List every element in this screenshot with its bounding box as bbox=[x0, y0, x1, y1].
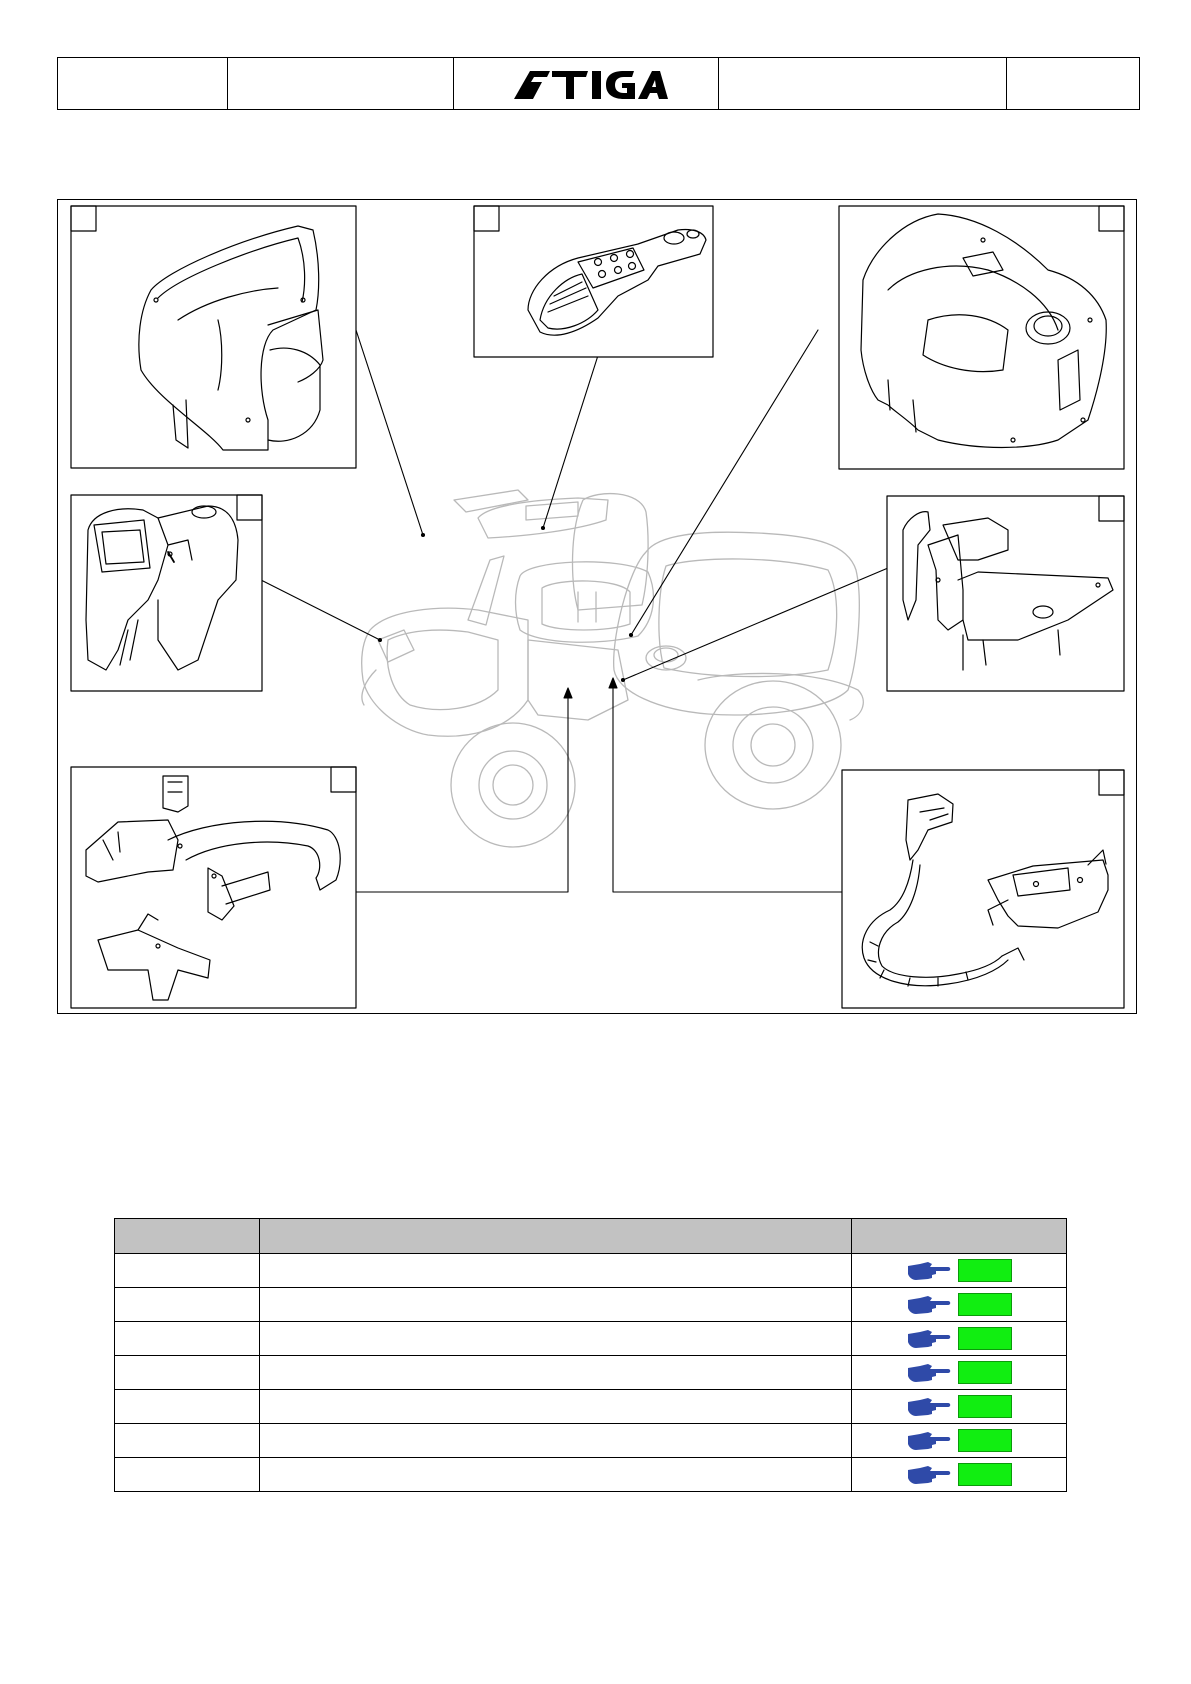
table-row bbox=[115, 1322, 1067, 1356]
row-code bbox=[115, 1458, 260, 1492]
stiga-logo-icon bbox=[500, 63, 672, 105]
row-description bbox=[260, 1424, 852, 1458]
pointing-hand-icon[interactable] bbox=[906, 1294, 952, 1316]
go-link-button[interactable] bbox=[958, 1327, 1012, 1350]
row-description bbox=[260, 1288, 852, 1322]
row-link-cell[interactable] bbox=[852, 1288, 1067, 1322]
row-description bbox=[260, 1322, 852, 1356]
row-link-cell[interactable] bbox=[852, 1356, 1067, 1390]
panel-top-left bbox=[71, 206, 356, 468]
go-link-button[interactable] bbox=[958, 1259, 1012, 1282]
row-code bbox=[115, 1322, 260, 1356]
panel-bottom-right bbox=[842, 770, 1124, 1008]
header-cell-4 bbox=[719, 58, 1007, 109]
go-link-button[interactable] bbox=[958, 1361, 1012, 1384]
header-description bbox=[260, 1219, 852, 1254]
panel-mid-left bbox=[71, 495, 262, 691]
header-cell-1 bbox=[58, 58, 228, 109]
go-link-button[interactable] bbox=[958, 1395, 1012, 1418]
table-row bbox=[115, 1424, 1067, 1458]
row-link-cell[interactable] bbox=[852, 1390, 1067, 1424]
pointing-hand-icon[interactable] bbox=[906, 1362, 952, 1384]
row-code bbox=[115, 1390, 260, 1424]
table-row bbox=[115, 1254, 1067, 1288]
row-description bbox=[260, 1254, 852, 1288]
go-link-button[interactable] bbox=[958, 1463, 1012, 1486]
stiga-logo bbox=[454, 58, 719, 109]
panel-mid-right bbox=[887, 496, 1124, 691]
panel-top-center bbox=[474, 206, 713, 357]
header-cell-2 bbox=[228, 58, 454, 109]
row-link-cell[interactable] bbox=[852, 1322, 1067, 1356]
row-description bbox=[260, 1458, 852, 1492]
row-code bbox=[115, 1288, 260, 1322]
pointing-hand-icon[interactable] bbox=[906, 1328, 952, 1350]
header-code bbox=[115, 1219, 260, 1254]
row-code bbox=[115, 1356, 260, 1390]
panel-top-right bbox=[839, 206, 1124, 469]
table-row bbox=[115, 1458, 1067, 1492]
pointing-hand-icon[interactable] bbox=[906, 1260, 952, 1282]
parts-table bbox=[114, 1218, 1067, 1492]
row-link-cell[interactable] bbox=[852, 1254, 1067, 1288]
row-link-cell[interactable] bbox=[852, 1424, 1067, 1458]
page-header bbox=[57, 57, 1140, 110]
exploded-view-figure bbox=[57, 199, 1137, 1014]
pointing-hand-icon[interactable] bbox=[906, 1464, 952, 1486]
pointing-hand-icon[interactable] bbox=[906, 1396, 952, 1418]
table-header-row bbox=[115, 1219, 1067, 1254]
table-row bbox=[115, 1390, 1067, 1424]
row-description bbox=[260, 1356, 852, 1390]
pointing-hand-icon[interactable] bbox=[906, 1430, 952, 1452]
go-link-button[interactable] bbox=[958, 1429, 1012, 1452]
header-cell-5 bbox=[1007, 58, 1139, 109]
row-description bbox=[260, 1390, 852, 1424]
row-code bbox=[115, 1424, 260, 1458]
row-link-cell[interactable] bbox=[852, 1458, 1067, 1492]
header-link bbox=[852, 1219, 1067, 1254]
row-code bbox=[115, 1254, 260, 1288]
panel-bottom-left bbox=[71, 767, 356, 1008]
table-row bbox=[115, 1356, 1067, 1390]
table-row bbox=[115, 1288, 1067, 1322]
go-link-button[interactable] bbox=[958, 1293, 1012, 1316]
